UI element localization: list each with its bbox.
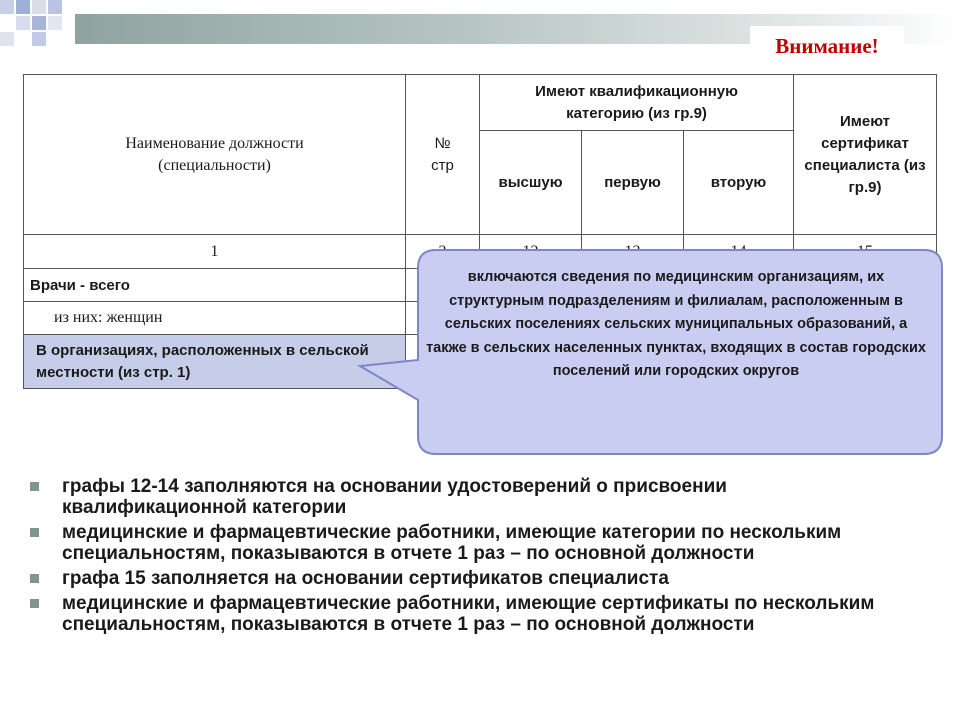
square-bullet-icon: [30, 528, 39, 537]
header-qualification-text: Имеют квалификационную категорию (из гр.9): [535, 82, 738, 122]
column-number: 1: [24, 235, 406, 269]
list-item: [28, 568, 908, 589]
row-label-doctors-total: Врачи - всего: [24, 269, 406, 302]
callout-bubble: [408, 248, 942, 454]
row-label-rural: [24, 335, 406, 389]
header-position-name-text: Наименование должности (специальности): [125, 134, 304, 174]
list-item-text: медицинские и фармацевтические работники, имеющие категории по нескольким специальностям, показываются в отчете 1 раз – по основной должности: [62, 522, 842, 564]
list-item: [28, 476, 908, 518]
header-certificate-text: Имеют сертификат специалиста (из гр.9): [804, 112, 926, 196]
square-bullet-icon: [30, 574, 39, 583]
list-item-text: графы 12-14 заполняются на основании удостоверений о присвоении квалификационной категории: [62, 476, 727, 518]
header-highest: высшую: [480, 131, 582, 235]
decor-square: [32, 32, 46, 46]
decor-square: [0, 0, 14, 14]
header-position-name: [24, 75, 406, 235]
list-item: [28, 522, 908, 564]
square-bullet-icon: [30, 599, 39, 608]
header-second: вторую: [684, 131, 794, 235]
callout-text: включаются сведения по медицинским организациям, их структурным подразделениям и филиалам, расположенным в сельских поселениях сельских муниципальных образований, а также в сельских населенных пунктах, входящих в состав городских поселений или городских округов: [426, 269, 926, 379]
decor-square: [0, 32, 14, 46]
row-label-rural-text: В организациях, расположенных в сельской местности (из стр. 1): [36, 341, 369, 381]
decor-square: [48, 16, 62, 30]
notes-list: [28, 476, 908, 639]
header-first: первую: [582, 131, 684, 235]
decor-square: [16, 0, 30, 14]
row-label-women: из них: женщин: [24, 302, 406, 335]
header-row-number-text: № стр: [431, 134, 454, 174]
list-item-text: графа 15 заполняется на основании сертификатов специалиста: [62, 568, 669, 589]
square-bullet-icon: [30, 482, 39, 491]
list-item-text: медицинские и фармацевтические работники, имеющие сертификаты по нескольким специальностям, показываются в отчете 1 раз – по основной должности: [62, 593, 875, 635]
header-certificate: [794, 75, 937, 235]
decor-square: [32, 16, 46, 30]
attention-label: Внимание!: [750, 26, 904, 66]
decor-square: [32, 0, 46, 14]
decor-square: [16, 16, 30, 30]
header-qualification-group: [480, 75, 794, 131]
header-row-number: [406, 75, 480, 235]
decor-square: [48, 0, 62, 14]
list-item: [28, 593, 908, 635]
